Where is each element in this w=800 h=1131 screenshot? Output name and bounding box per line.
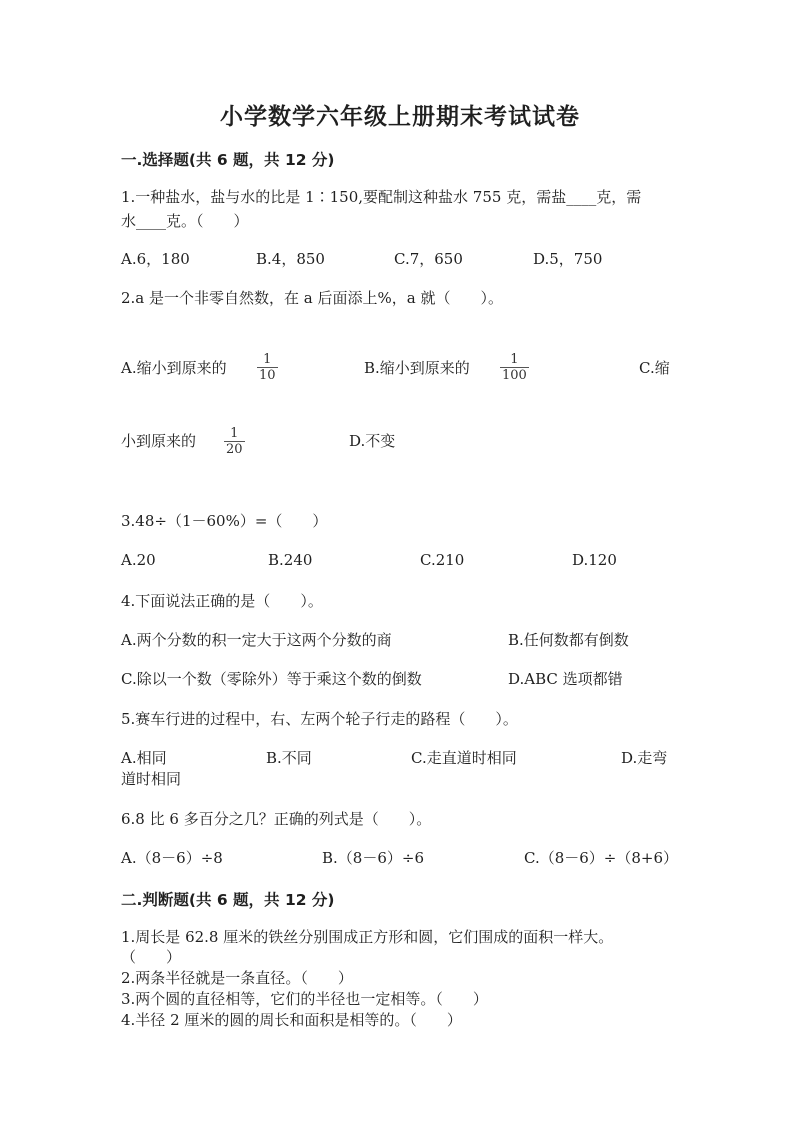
question-6-option-a: A.（8－6）÷8 bbox=[121, 849, 223, 867]
question-2-option-c-label-start: C.缩 bbox=[639, 359, 670, 377]
question-6-stem: 6.8 比 6 多百分之几？正确的列式是（ ）。 bbox=[121, 810, 432, 828]
question-4-stem: 4.下面说法正确的是（ ）。 bbox=[121, 592, 323, 610]
question-3-option-b: B.240 bbox=[268, 551, 313, 569]
question-2-option-a-fraction bbox=[257, 352, 278, 383]
section-heading-true-false: 二.判断题(共 6 题，共 12 分) bbox=[121, 891, 335, 909]
question-1-stem-line1: 1.一种盐水，盐与水的比是 1∶150,要配制这种盐水 755 克，需盐____克，需 bbox=[121, 188, 642, 206]
question-1-option-c: C.7，650 bbox=[394, 250, 463, 268]
question-5-option-b: B.不同 bbox=[266, 749, 312, 767]
question-4-option-b: B.任何数都有倒数 bbox=[508, 631, 629, 649]
question-6-option-b: B.（8－6）÷6 bbox=[322, 849, 424, 867]
question-5-option-d-wrap: 道时相同 bbox=[121, 770, 182, 788]
question-5-option-c: C.走直道时相同 bbox=[411, 749, 517, 767]
fraction-numerator: 1 bbox=[263, 352, 272, 367]
question-3-option-c: C.210 bbox=[420, 551, 465, 569]
question-2-stem: 2.a 是一个非零自然数，在 a 后面添上%，a 就（ ）。 bbox=[121, 289, 503, 307]
question-2-option-c-fraction bbox=[224, 426, 245, 457]
question-1-option-d: D.5，750 bbox=[533, 250, 603, 268]
fraction-numerator: 1 bbox=[510, 352, 519, 367]
question-5-option-a: A.相同 bbox=[121, 749, 167, 767]
question-3-option-a: A.20 bbox=[121, 551, 156, 569]
question-1-option-b: B.4，850 bbox=[256, 250, 325, 268]
tf-question-3: 3.两个圆的直径相等，它们的半径也一定相等。（ ） bbox=[121, 990, 488, 1008]
question-2-option-a-label: A.缩小到原来的 bbox=[121, 359, 227, 377]
question-2-option-b-fraction bbox=[500, 352, 529, 383]
tf-question-4: 4.半径 2 厘米的圆的周长和面积是相等的。（ ） bbox=[121, 1011, 462, 1029]
question-4-option-a: A.两个分数的积一定大于这两个分数的商 bbox=[121, 631, 392, 649]
fraction-numerator: 1 bbox=[230, 426, 239, 441]
question-2-option-c-label-end: 小到原来的 bbox=[121, 432, 197, 450]
question-1-option-a: A.6，180 bbox=[121, 250, 190, 268]
tf-question-1-blank: （ ） bbox=[121, 948, 182, 966]
section-heading-multiple-choice: 一.选择题(共 6 题，共 12 分) bbox=[121, 151, 335, 169]
question-5-stem: 5.赛车行进的过程中，右、左两个轮子行走的路程（ ）。 bbox=[121, 710, 518, 728]
question-4-option-d: D.ABC 选项都错 bbox=[508, 670, 623, 688]
question-6-option-c: C.（8－6）÷（8+6） bbox=[524, 849, 679, 867]
exam-title: 小学数学六年级上册期末考试试卷 bbox=[220, 104, 580, 130]
tf-question-1: 1.周长是 62.8 厘米的铁丝分别围成正方形和圆，它们围成的面积一样大。 bbox=[121, 928, 614, 946]
question-2-option-b-label: B.缩小到原来的 bbox=[364, 359, 470, 377]
question-2-option-d: D.不变 bbox=[349, 432, 396, 450]
question-5-option-d: D.走弯 bbox=[621, 749, 668, 767]
fraction-denominator: 10 bbox=[259, 368, 276, 383]
question-4-option-c: C.除以一个数（零除外）等于乘这个数的倒数 bbox=[121, 670, 422, 688]
question-3-option-d: D.120 bbox=[572, 551, 617, 569]
fraction-denominator: 20 bbox=[226, 442, 243, 457]
question-3-stem: 3.48÷（1－60%）=（ ） bbox=[121, 512, 328, 530]
tf-question-2: 2.两条半径就是一条直径。（ ） bbox=[121, 969, 353, 987]
question-1-stem-line2: 水____克。（ ） bbox=[121, 212, 249, 230]
fraction-denominator: 100 bbox=[502, 368, 527, 383]
